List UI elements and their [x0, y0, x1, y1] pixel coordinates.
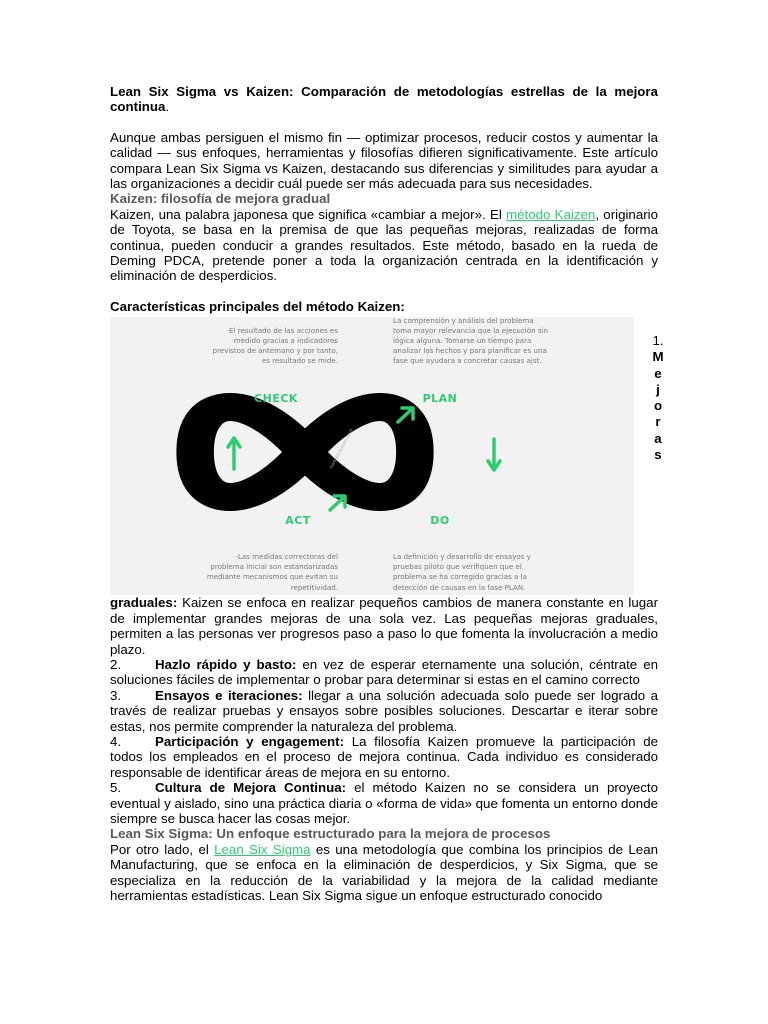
lean-six-sigma-link[interactable]: Lean Six Sigma	[214, 841, 311, 857]
list-item-5: 5. Cultura de Mejora Continua: el método Kaizen no se considera un proyecto eventual y aislado, sino una práctica diaria o «forma de vida» que fomenta un entorno donde siempre se busca hacer las cosas mejor.	[110, 780, 658, 826]
label-check: CHECK	[254, 392, 298, 406]
kaizen-features-heading: Características principales del método Kaizen:	[110, 298, 405, 314]
note-plan	[393, 317, 548, 365]
label-do: DO	[430, 514, 450, 528]
svg-text:mediante mecanismos que evitan: mediante mecanismos que evitan su	[206, 572, 338, 582]
svg-text:detección de causas en la fase: detección de causas en la fase PLAN.	[393, 583, 526, 593]
svg-text:fase que ayudara a concretar c: fase que ayudara a concretar causas ajst.	[393, 356, 542, 366]
svg-text:previstos de antemano y por ta: previstos de antemano y por tanto,	[212, 346, 338, 356]
article-title: Lean Six Sigma vs Kaizen: Comparación de metodologías estrellas de la mejora continua.	[110, 84, 658, 115]
list-item-1: graduales: Kaizen se enfoca en realizar pequeños cambios de manera constante en lugar de implementar grandes mejoras de una sola vez. Las pequeñas mejoras graduales, permiten a las personas ver progresos paso a paso lo que fomenta la involucración a medio plazo.	[110, 595, 658, 657]
svg-text:problema se ha corregido graci: problema se ha corregido gracias a la	[393, 572, 527, 582]
list-marker-wrapped: 1. M e j o r a s	[652, 333, 664, 463]
figure-watermark: metodo-kaizen.com	[329, 428, 355, 471]
label-act: ACT	[285, 514, 311, 528]
svg-text:·El resultado de las acciones: ·El resultado de las acciones es	[226, 326, 338, 336]
label-plan: PLAN	[422, 392, 458, 406]
svg-text:medido gracias a indicadores: medido gracias a indicadores	[233, 336, 338, 346]
pdca-diagram	[110, 317, 634, 595]
svg-text:toma mayor relevancia que la e: toma mayor relevancia que la ejecución sin	[393, 326, 548, 336]
list-item-3: 3. Ensayos e iteraciones: llegar a una solución adecuada solo puede ser logrado a través de realizar pruebas y ensayos sobre posibles soluciones. Descartar e iterar sobre estas, nos permite comprender la naturaleza del problema.	[110, 687, 658, 734]
lean-six-sigma-paragraph: Por otro lado, el Lean Six Sigma es una metodología que combina los principios de Lean Manufacturing, que se enfoca en la eliminación de desperdicios, y Six Sigma, que se especializa en la reducción de la variabilidad y la mejora de la calidad mediante herramientas estadísticas. Lean Six Sigma sigue un enfoque estructurado conocido	[110, 841, 658, 903]
svg-text:La comprensión y análisis del: La comprensión y análisis del problema	[393, 317, 534, 326]
svg-text:es resultado se mide.: es resultado se mide.	[261, 356, 338, 366]
lean-six-sigma-heading: Lean Six Sigma: Un enfoque estructurado para la mejora de procesos	[110, 826, 551, 842]
kaizen-method-link[interactable]: método Kaizen	[506, 206, 596, 222]
list-item-4: 4. Participación y engagement: La filosofía Kaizen promueve la participación de todos los empleados en el proceso de mejora continua. Cada individuo es considerado responsable de identificar áreas de mejora en su entorno.	[110, 733, 658, 780]
document-body	[110, 84, 658, 903]
note-do	[393, 552, 531, 592]
list-item-2: 2. Hazlo rápido y basto: en vez de esperar eternamente una solución, céntrate en soluciones fáciles de implementar o probar para determinar si estas en el camino correcto	[110, 656, 658, 688]
svg-text:repetitividad.: repetitividad.	[290, 583, 338, 593]
kaizen-heading: Kaizen: filosofía de mejora gradual	[110, 191, 331, 207]
svg-text:·Las medidas correctoras del: ·Las medidas correctoras del	[235, 552, 338, 562]
kaizen-paragraph: Kaizen, una palabra japonesa que significa «cambiar a mejor». El método Kaizen, originario de Toyota, se basa en la premisa de que las pequeñas mejoras, realizadas de forma continua, pueden conducir a grandes resultados. Este método, basado en la rueda de Deming PDCA, pretende poner a toda la organización centrada en la identificación y eliminación de desperdicios.	[110, 206, 658, 284]
svg-text:analizar los hechos y para pla: analizar los hechos y para planificar es una	[393, 346, 547, 356]
intro-paragraph: Aunque ambas persiguen el mismo fin — optimizar procesos, reducir costos y aumentar la calidad — sus enfoques, herramientas y filosofías difieren significativamente. Este artículo compara Lean Six Sigma vs Kaizen, destacando sus diferencias y similitudes para ayudar a las organizaciones a decidir cuál puede ser más adecuada para sus necesidades.	[110, 129, 658, 192]
svg-text:La definición y desarrollo de: La definición y desarrollo de ensayos y	[393, 552, 531, 562]
svg-text:problema inicial son estandari: problema inicial son estandarizadas	[210, 562, 338, 572]
svg-text:pruebas piloto que verifiquen: pruebas piloto que verifiquen que el	[393, 562, 522, 572]
pdca-infinity-figure	[110, 317, 634, 595]
svg-text:lógica alguna. Tomarse un tiem: lógica alguna. Tomarse un tiempo para	[393, 336, 532, 346]
